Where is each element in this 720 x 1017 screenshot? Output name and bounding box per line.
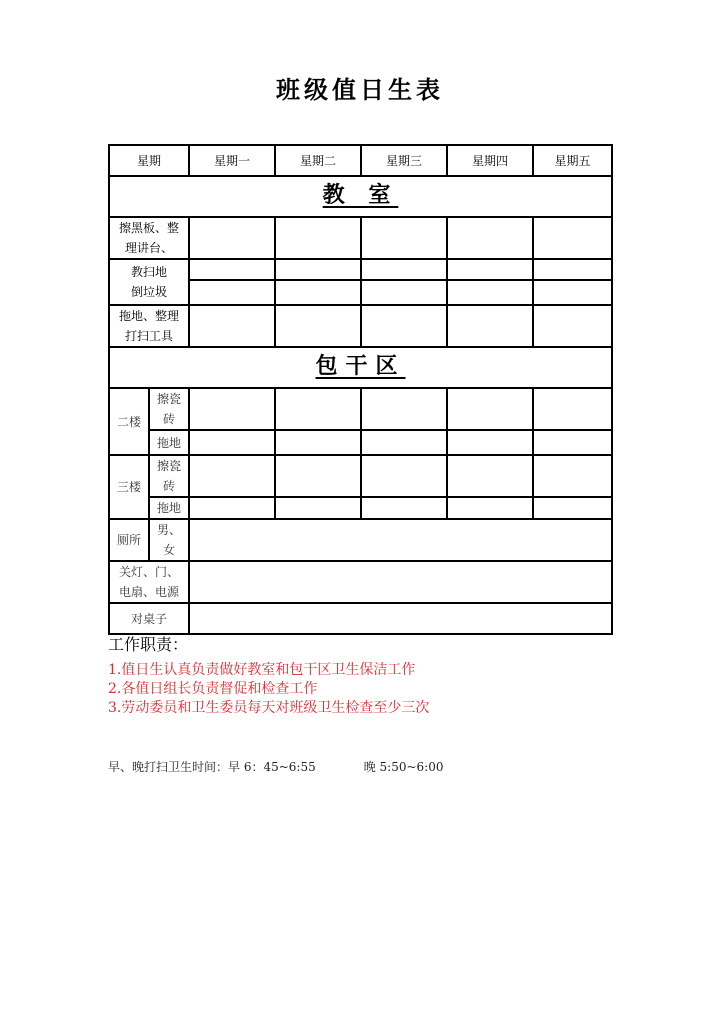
cell-fri[interactable]	[533, 388, 612, 430]
row-label-mop	[109, 305, 189, 347]
cell-wed[interactable]	[361, 497, 447, 519]
label-line: 砖	[163, 412, 176, 426]
row-label-blackboard	[109, 217, 189, 259]
cell-mon[interactable]	[189, 497, 275, 519]
evening-time: 晚 5:50~6:00	[363, 760, 444, 774]
row-label-desks: 对桌子	[109, 603, 189, 634]
floor-label-3: 三楼	[109, 455, 149, 519]
cell-wed[interactable]	[361, 217, 447, 259]
cell-thu[interactable]	[447, 305, 533, 347]
label-line: 电扇、电源	[119, 585, 180, 599]
section-header-classroom	[109, 176, 612, 217]
cell-fri[interactable]	[533, 280, 612, 305]
cell-tue[interactable]	[275, 259, 361, 280]
label-line: 女	[163, 543, 176, 557]
label-line: 打扫工具	[125, 329, 174, 343]
cell-mon[interactable]	[189, 280, 275, 305]
table-row	[109, 497, 612, 519]
section-row-classroom	[109, 176, 612, 217]
cell-fri[interactable]	[533, 497, 612, 519]
label-line: 砖	[163, 479, 176, 493]
cell-tue[interactable]	[275, 497, 361, 519]
task-label-tiles	[149, 388, 189, 430]
cell-mon[interactable]	[189, 259, 275, 280]
task-label-mop: 拖地	[149, 497, 189, 519]
header-cell-thursday: 星期四	[447, 145, 533, 176]
cell-wed[interactable]	[361, 259, 447, 280]
cell-mon[interactable]	[189, 455, 275, 497]
header-cell-monday: 星期一	[189, 145, 275, 176]
header-cell-wednesday: 星期三	[361, 145, 447, 176]
cell-thu[interactable]	[447, 280, 533, 305]
duty-roster-table	[108, 144, 613, 635]
cell-fri[interactable]	[533, 259, 612, 280]
duties-list	[108, 661, 429, 718]
task-label-tiles	[149, 455, 189, 497]
table-row	[109, 430, 612, 455]
label-line: 擦瓷	[157, 459, 182, 473]
duty-item: 3.劳动委员和卫生委员每天对班级卫生检查至少三次	[108, 700, 430, 716]
cell-desks-assignee[interactable]	[189, 603, 612, 634]
cell-wed[interactable]	[361, 305, 447, 347]
cell-mon[interactable]	[189, 305, 275, 347]
label-line: 男、	[157, 523, 182, 537]
cell-thu[interactable]	[447, 217, 533, 259]
label-line: 关灯、门、	[119, 565, 180, 579]
cleaning-schedule	[108, 758, 444, 775]
cell-thu[interactable]	[447, 497, 533, 519]
cell-tue[interactable]	[275, 305, 361, 347]
cell-wed[interactable]	[361, 388, 447, 430]
table-row	[109, 561, 612, 603]
cell-fri[interactable]	[533, 430, 612, 455]
table-row	[109, 217, 612, 259]
section-title-area: 包干区	[315, 353, 406, 379]
header-row	[109, 145, 612, 176]
page-title: 班级值日生表	[276, 75, 444, 104]
cell-wed[interactable]	[361, 455, 447, 497]
label-line: 擦瓷	[157, 392, 182, 406]
label-line: 理讲台、	[125, 241, 174, 255]
cell-fri[interactable]	[533, 305, 612, 347]
header-cell-friday: 星期五	[533, 145, 612, 176]
section-title-classroom: 教 室	[322, 182, 399, 208]
cell-thu[interactable]	[447, 388, 533, 430]
cell-thu[interactable]	[447, 259, 533, 280]
morning-time: 早、晚打扫卫生时间：早 6：45~6:55	[108, 760, 316, 774]
task-label-mop: 拖地	[149, 430, 189, 455]
floor-label-2: 二楼	[109, 388, 149, 455]
table-row	[109, 455, 612, 497]
header-cell-weekday: 星期	[109, 145, 189, 176]
table-row	[109, 305, 612, 347]
task-label-toilet-gender	[149, 519, 189, 561]
duties-title: 工作职责：	[108, 635, 189, 654]
cell-mon[interactable]	[189, 388, 275, 430]
cell-toilet-assignee[interactable]	[189, 519, 612, 561]
label-line: 拖地、整理	[119, 309, 180, 323]
cell-wed[interactable]	[361, 430, 447, 455]
duty-item: 1.值日生认真负责做好教室和包干区卫生保洁工作	[108, 662, 416, 678]
header-cell-tuesday: 星期二	[275, 145, 361, 176]
cell-thu[interactable]	[447, 430, 533, 455]
section-row-area	[109, 347, 612, 388]
table-row	[109, 519, 612, 561]
label-line: 教扫地	[131, 265, 168, 279]
row-label-power	[109, 561, 189, 603]
cell-thu[interactable]	[447, 455, 533, 497]
row-label-toilet: 厕所	[109, 519, 149, 561]
cell-mon[interactable]	[189, 430, 275, 455]
label-line: 擦黑板、整	[119, 221, 180, 235]
table-row	[109, 603, 612, 634]
cell-mon[interactable]	[189, 217, 275, 259]
label-line: 倒垃圾	[131, 285, 168, 299]
row-label-sweep	[109, 259, 189, 305]
cell-tue[interactable]	[275, 280, 361, 305]
cell-fri[interactable]	[533, 217, 612, 259]
section-header-area	[109, 347, 612, 388]
cell-power-assignee[interactable]	[189, 561, 612, 603]
cell-tue[interactable]	[275, 388, 361, 430]
duty-item: 2.各值日组长负责督促和检查工作	[108, 681, 318, 697]
cell-tue[interactable]	[275, 217, 361, 259]
cell-tue[interactable]	[275, 455, 361, 497]
cell-tue[interactable]	[275, 430, 361, 455]
table-row	[109, 259, 612, 280]
cell-wed[interactable]	[361, 280, 447, 305]
cell-fri[interactable]	[533, 455, 612, 497]
table-row	[109, 388, 612, 430]
